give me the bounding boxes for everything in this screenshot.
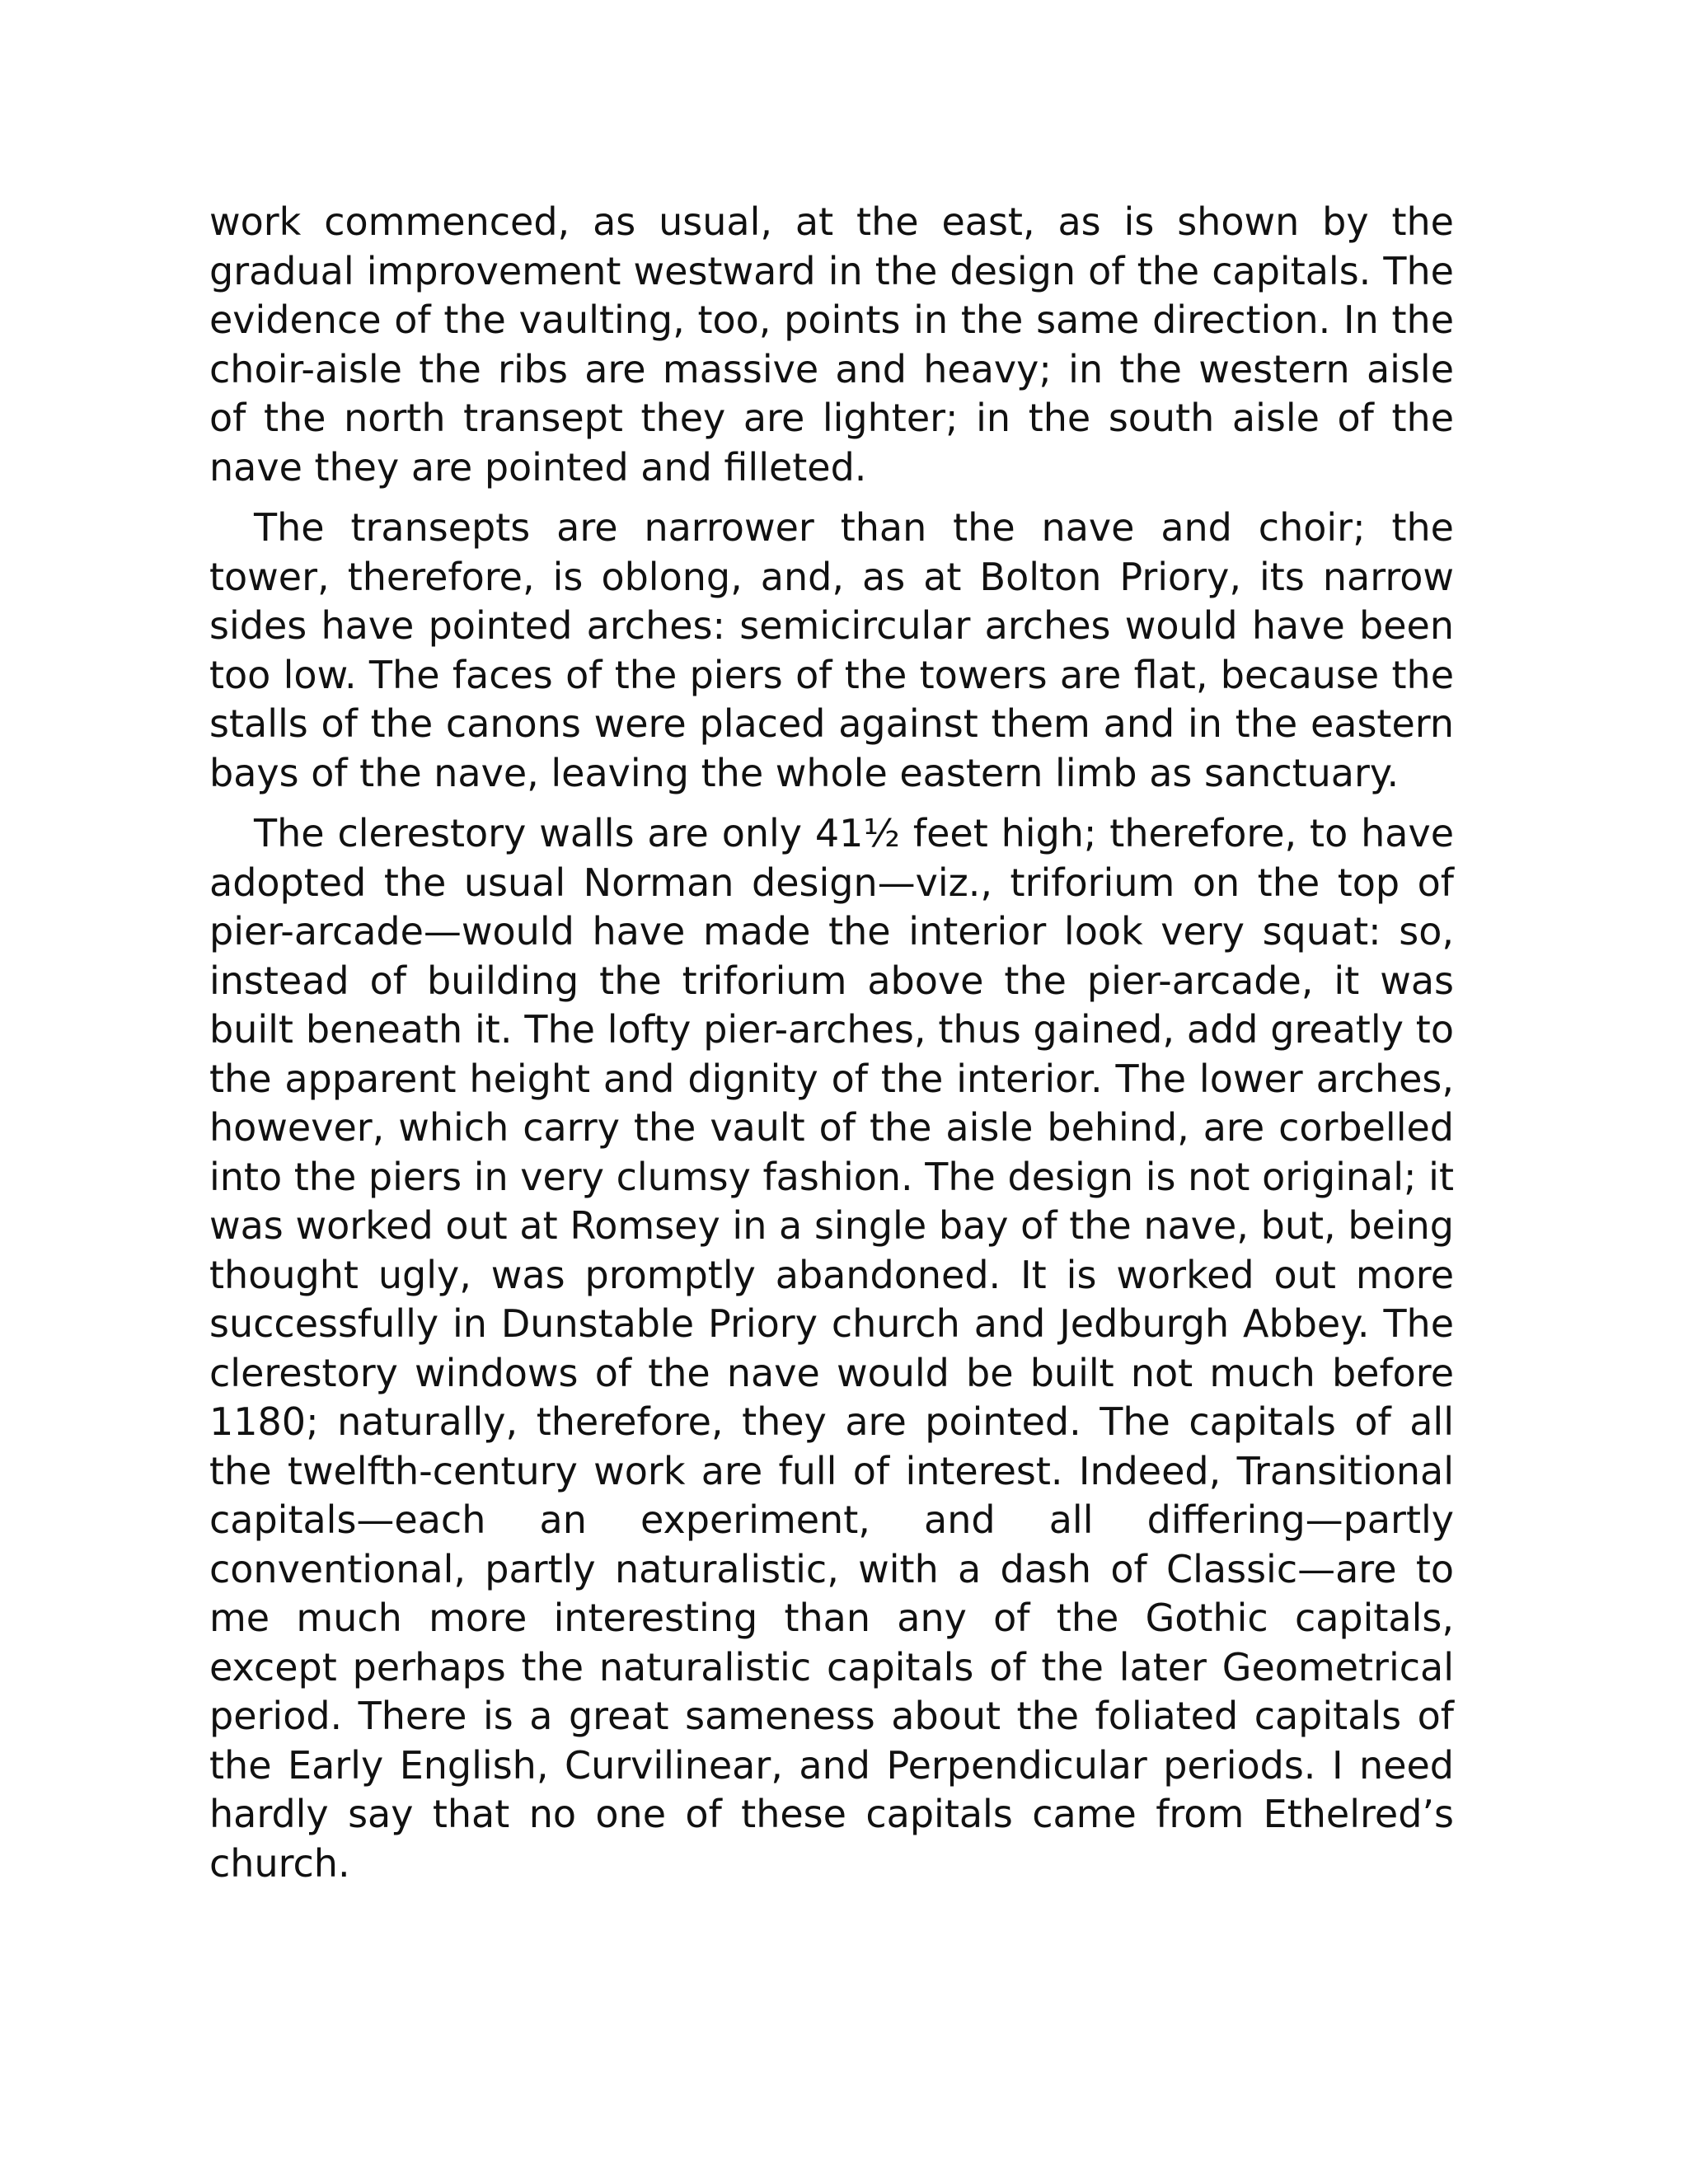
paragraph-vaulting: work commenced, as usual, at the east, as is shown by the gradual improvement westward in the design of the capitals. The evidence of the vaulting, too, points in the same direction. In the choir-aisle the ribs are massive and heavy; in the western aisle of the north transept they are lighter; in the south aisle of the nave they are pointed and filleted. (209, 199, 1454, 490)
paragraph-transepts: The transepts are narrower than the nave and choir; the tower, therefore, is oblong, and, as at Bolton Priory, its narrow sides have pointed arches: semicircular arches would have been too low. The faces of the piers of the towers are flat, because the stalls of the canons were placed against them and in the eastern bays of the nave, leaving the whole eastern limb as sanctuary. (209, 505, 1454, 795)
page-body (209, 198, 1454, 1888)
paragraph-clerestory: The clerestory walls are only 41½ feet high; therefore, to have adopted the usual Norman design—viz., triforium on the top of pier-arcade—would have made the interior look very squat: so, instead of building the triforium above the pier-arcade, it was built beneath it. The lofty pier-arches, thus gained, add greatly to the apparent height and dignity of the interior. The lower arches, however, which carry the vault of the aisle behind, are corbelled into the piers in very clumsy fashion. The design is not original; it was worked out at Romsey in a single bay of the nave, but, being thought ugly, was promptly abandoned. It is worked out more successfully in Dunstable Priory church and Jedburgh Abbey. The clerestory windows of the nave would be built not much before 1180; naturally, therefore, they are pointed. The capitals of all the twelfth-century work are full of interest. Indeed, Transitional capitals—each an experiment, and all differing—partly conventional, partly naturalistic, with a dash of Classic—are to me much more interesting than any of the Gothic capitals, except perhaps the naturalistic capitals of the later Geometrical period. There is a great sameness about the foliated capitals of the Early English, Curvilinear, and Perpendicular periods. I need hardly say that no one of these capitals came from Ethelred’s church. (209, 811, 1454, 1886)
